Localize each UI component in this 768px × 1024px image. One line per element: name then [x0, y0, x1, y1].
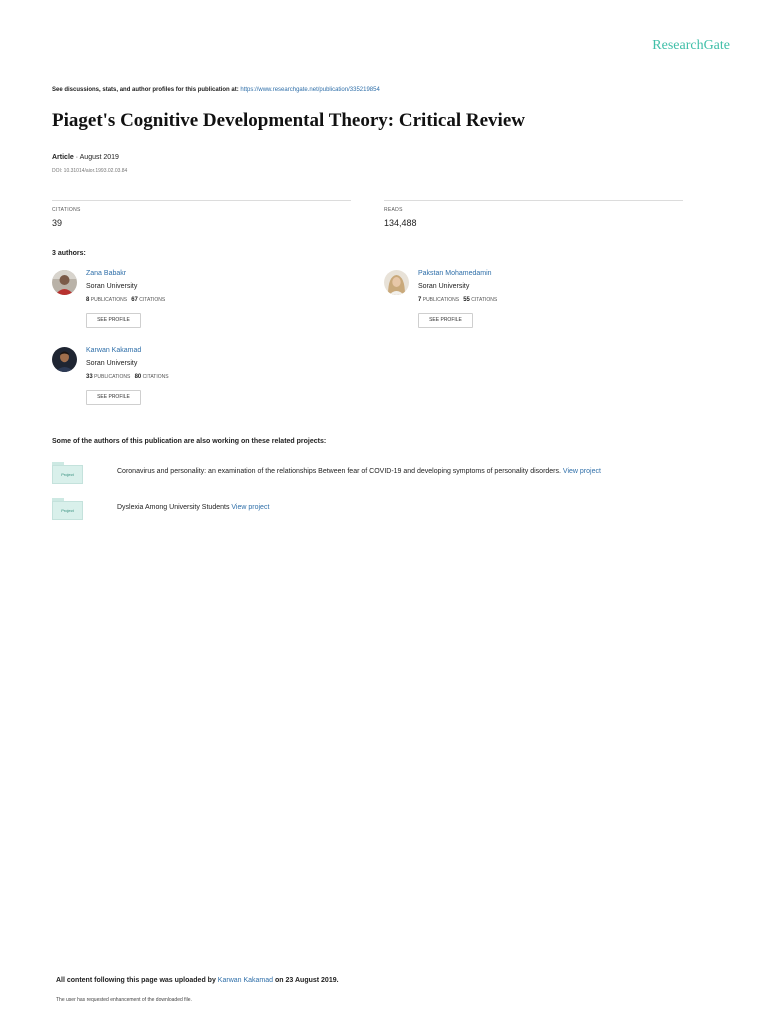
related-project-item [52, 498, 732, 522]
related-projects-heading: Some of the authors of this publication are also working on these related projects: [52, 438, 327, 445]
author-stats: 8 PUBLICATIONS 67 CITATIONS [86, 297, 166, 303]
see-profile-button[interactable]: SEE PROFILE [418, 313, 473, 328]
publication-url-link[interactable]: https://www.researchgate.net/publication/335219854 [240, 87, 380, 93]
view-project-link[interactable]: View project [562, 468, 601, 475]
researchgate-logo[interactable]: ResearchGate [652, 38, 730, 53]
article-date: August 2019 [79, 154, 119, 161]
avatar[interactable] [52, 347, 77, 372]
project-folder-icon: Project [52, 498, 83, 520]
author-institution: Soran University [86, 283, 138, 290]
author-card-pakstan-mohamedamin [384, 270, 684, 334]
project-text [117, 504, 269, 511]
uploader-link[interactable]: Karwan Kakamad [217, 977, 274, 984]
project-title: Coronavirus and personality: an examination of the relationships Between fear of COVID-19 and developing symptoms of personality disorders. [117, 468, 561, 475]
citations-divider [52, 200, 351, 201]
disclaimer-text: See discussions, stats, and author profiles for this publication at: [52, 87, 239, 93]
project-text [117, 468, 601, 475]
reads-label: READS [384, 207, 403, 213]
enhancement-note: The user has requested enhancement of the downloaded file. [56, 997, 192, 1003]
author-card-zana-babakr [52, 270, 352, 334]
view-project-link[interactable]: View project [231, 504, 270, 511]
author-name[interactable]: Zana Babakr [86, 270, 127, 277]
citations-label: CITATIONS [52, 207, 81, 213]
see-profile-button[interactable]: SEE PROFILE [86, 313, 141, 328]
author-stats: 33 PUBLICATIONS 80 CITATIONS [86, 374, 169, 380]
authors-heading: 3 authors: [52, 250, 86, 257]
author-name[interactable]: Karwan Kakamad [86, 347, 142, 354]
article-meta: Article · August 2019 [52, 154, 119, 161]
author-stats: 7 PUBLICATIONS 55 CITATIONS [418, 297, 498, 303]
disclaimer-line [52, 87, 380, 93]
author-card-karwan-kakamad [52, 347, 352, 411]
author-institution: Soran University [86, 360, 138, 367]
project-title: Dyslexia Among University Students [117, 504, 230, 511]
article-doi: DOI: 10.31014/aior.1993.02.03.84 [52, 168, 128, 174]
citations-count: 39 [52, 218, 63, 228]
avatar[interactable] [384, 270, 409, 295]
project-folder-icon: Project [52, 462, 83, 484]
reads-divider [384, 200, 683, 201]
article-title: Piaget's Cognitive Developmental Theory: Critical Review [52, 110, 525, 131]
related-project-item [52, 462, 732, 486]
upload-statement: All content following this page was uploaded by Karwan Kakamad on 23 August 2019. [56, 977, 339, 984]
author-name[interactable]: Pakstan Mohamedamin [418, 270, 492, 277]
article-type: Article [52, 154, 74, 161]
reads-count: 134,488 [384, 218, 417, 228]
author-institution: Soran University [418, 283, 470, 290]
see-profile-button[interactable]: SEE PROFILE [86, 390, 141, 405]
avatar[interactable] [52, 270, 77, 295]
